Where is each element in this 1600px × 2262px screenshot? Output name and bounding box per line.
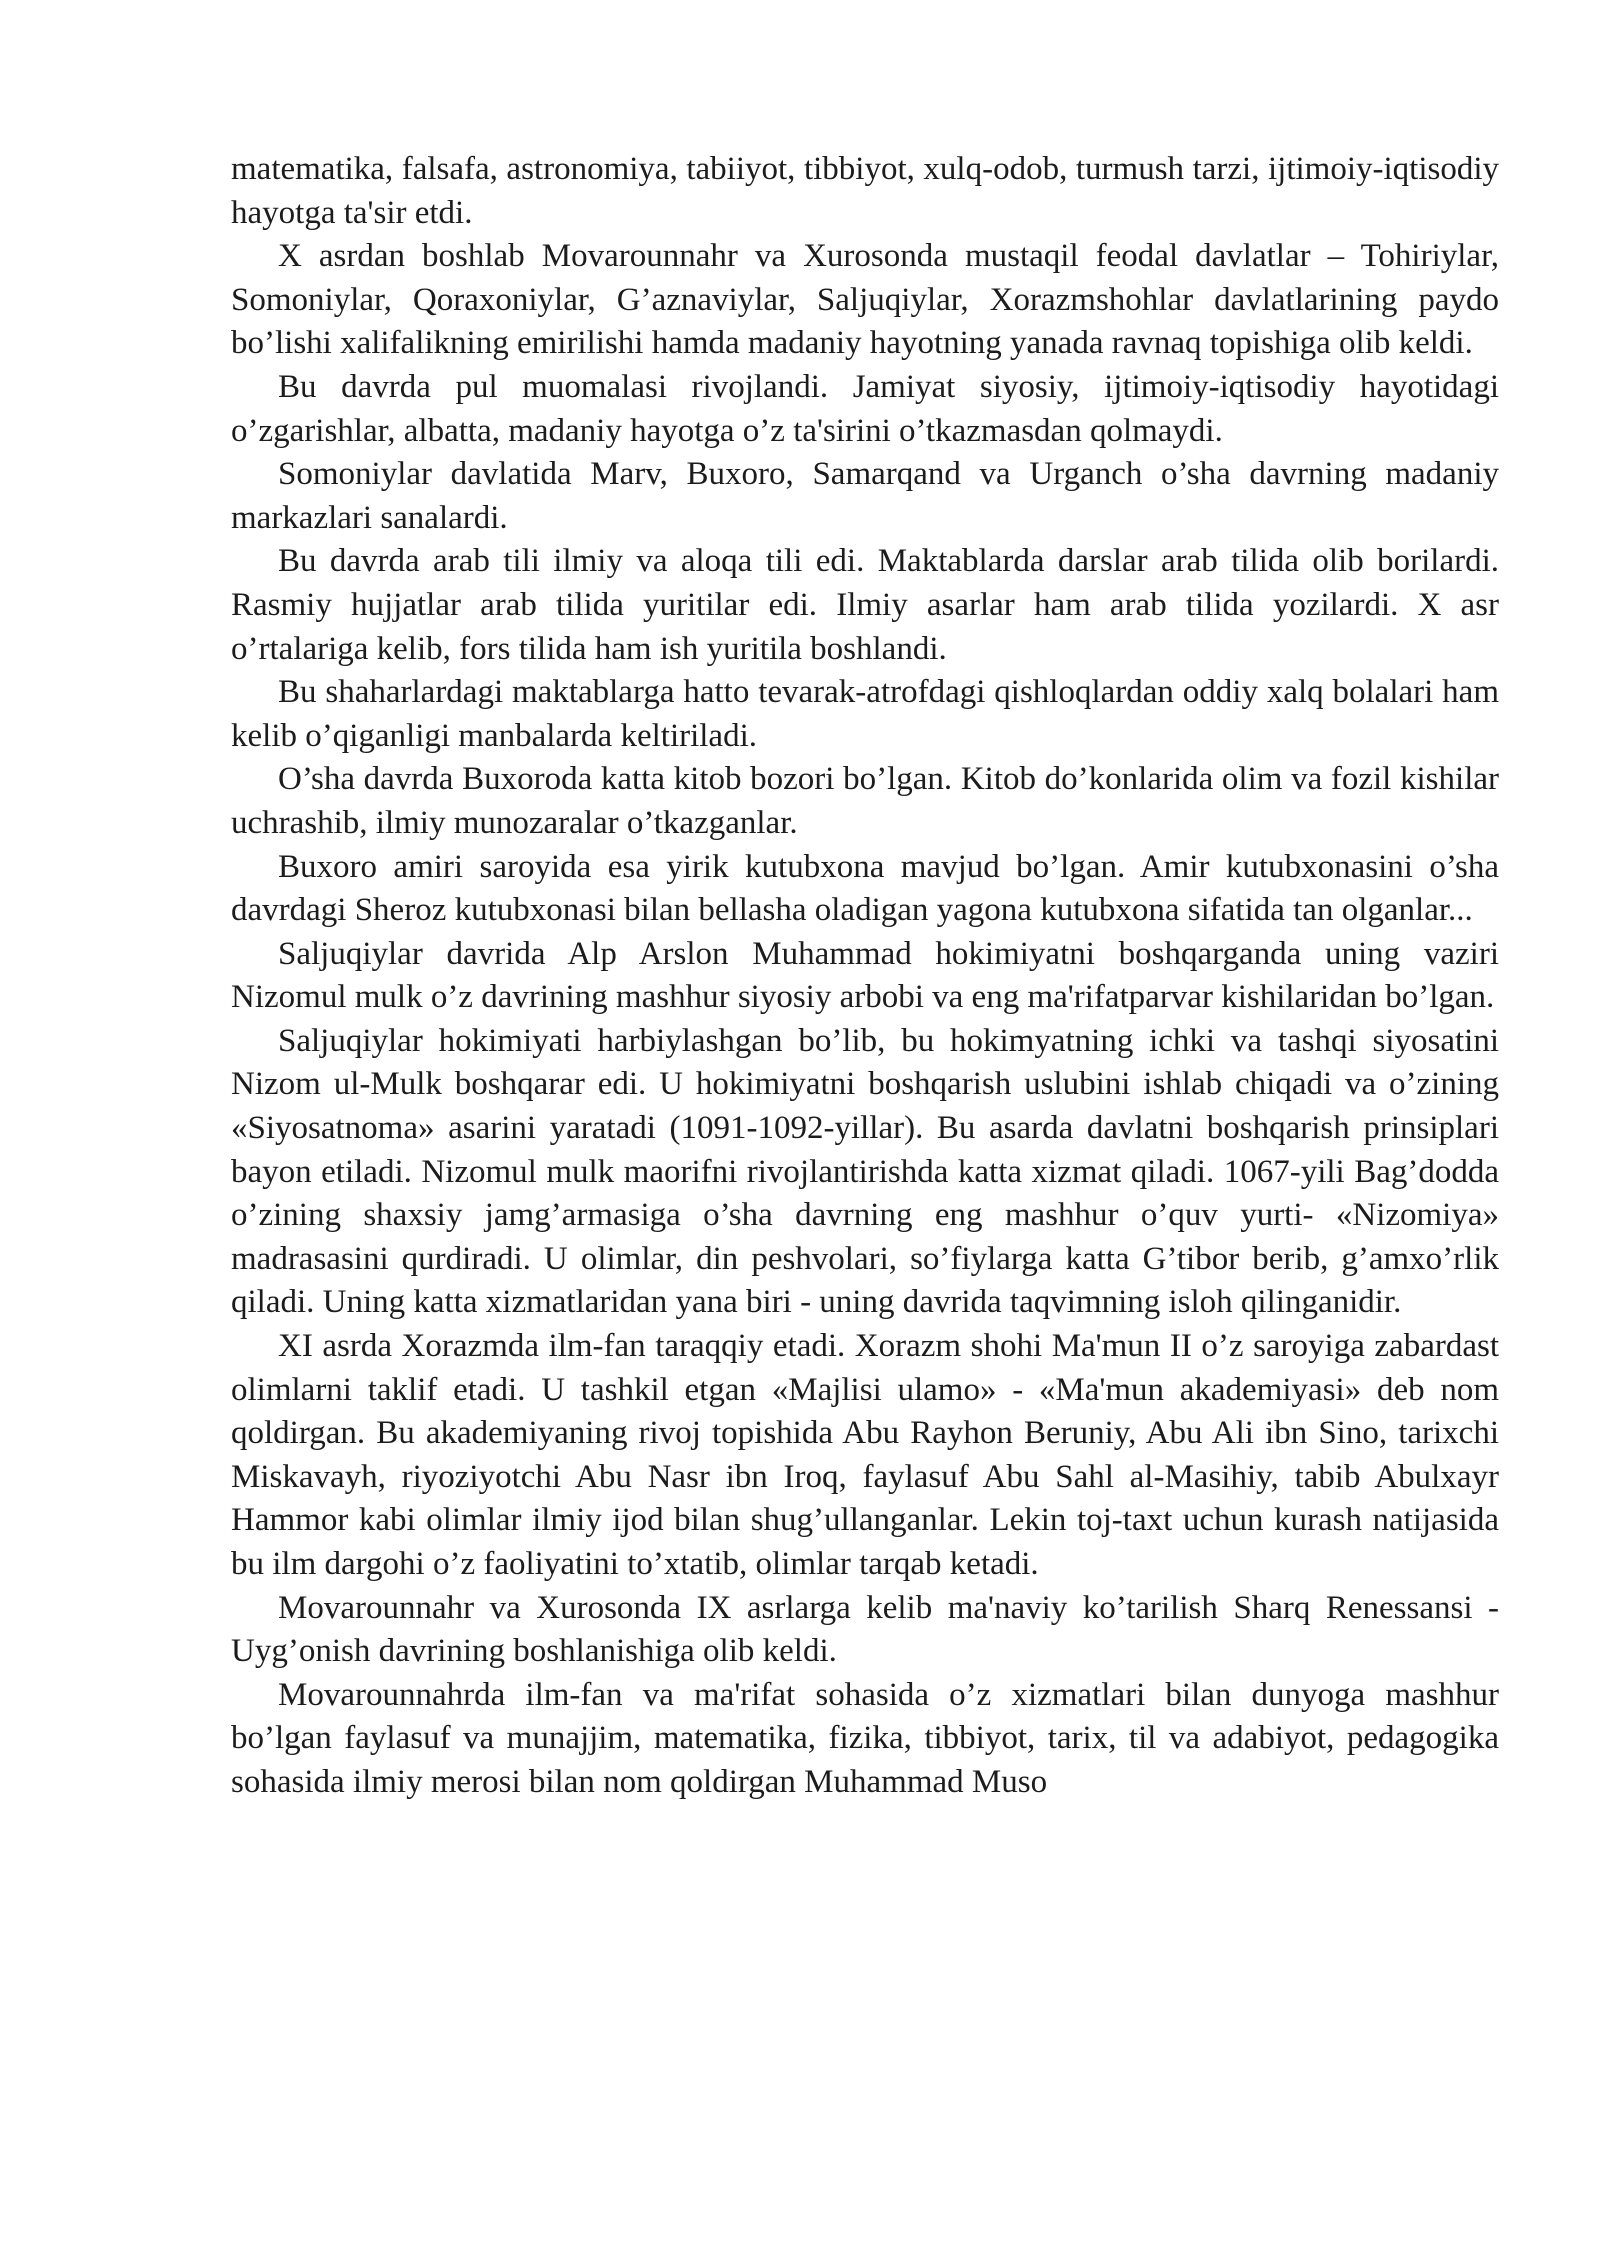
paragraph-1: matematika, falsafa, astronomiya, tabiiyot, tibbiyot, xulq-odob, turmush tarzi, ijtimoiy-iqtisodiy hayotga ta'sir etdi. bbox=[231, 151, 1499, 231]
paragraph-3: Bu davrda pul muomalasi rivojlandi. Jamiyat siyosiy, ijtimoiy-iqtisodiy hayotidagi o’zgarishlar, albatta, madaniy hayotga o’z ta'sirini o’tkazmasdan qolmaydi. bbox=[231, 368, 1499, 449]
paragraph-6: Bu shaharlardagi maktablarga hatto tevarak-atrofdagi qishloqlardan oddiy xalq bolalari ham kelib o’qiganligi manbalarda keltiriladi. bbox=[231, 674, 1499, 754]
paragraph-10: Saljuqiylar hokimiyati harbiylashgan bo’lib, bu hokimyatning ichki va tashqi siyosatini Nizom ul-Mulk boshqarar edi. U hokimiyatni boshqarish uslubini ishlab chiqadi va o’zining «Siyosatnoma» asarini yaratadi (1091-1092-yillar). Bu asarda davlatni boshqarish prinsiplari bayon etiladi. Nizomul mulk maorifni rivojlantirishda katta xizmat qiladi. 1067-yili Bag’dodda o’zining shaxsiy jamg’armasiga o’sha davrning eng mashhur o’quv yurti- «Nizomiya» madrasasini qurdiradi. U olimlar, din peshvolari, so’fiylarga katta G’tibor berib, g’amxo’rlik qiladi. Uning katta xizmatlaridan yana biri - uning davrida taqvimning isloh qilinganidir. bbox=[231, 1022, 1499, 1321]
paragraph-5: Bu davrda arab tili ilmiy va aloqa tili edi. Maktablarda darslar arab tilida olib borilardi. Rasmiy hujjatlar arab tilida yuritilar edi. Ilmiy asarlar ham arab tilida yozilardi. X asr o’rtalariga kelib, fors tilida ham ish yuritila boshlandi. bbox=[231, 543, 1499, 667]
document-page bbox=[231, 148, 1499, 1805]
paragraph-8: Buxoro amiri saroyida esa yirik kutubxona mavjud bo’lgan. Amir kutubxonasini o’sha davrdagi Sheroz kutubxonasi bilan bellasha oladigan yagona kutubxona sifatida tan olganlar... bbox=[231, 848, 1499, 929]
paragraph-2: X asrdan boshlab Movarounnahr va Xurosonda mustaqil feodal davlatlar – Tohiriylar, Somoniylar, Qoraxoniylar, G’aznaviylar, Saljuqiylar, Xorazmshohlar davlatlarining paydo bo’lishi xalifalikning emirilishi hamda madaniy hayotning yanada ravnaq topishiga olib keldi. bbox=[231, 238, 1499, 362]
paragraph-7: O’sha davrda Buxoroda katta kitob bozori bo’lgan. Kitob do’konlarida olim va fozil kishilar uchrashib, ilmiy munozaralar o’tkazganlar. bbox=[231, 761, 1499, 841]
paragraph-11: XI asrda Xorazmda ilm-fan taraqqiy etadi. Xorazm shohi Ma'mun II o’z saroyiga zabardast olimlarni taklif etadi. U tashkil etgan «Majlisi ulamo» - «Ma'mun akademiyasi» deb nom qoldirgan. Bu akademiyaning rivoj topishida Abu Rayhon Beruniy, Abu Ali ibn Sino, tarixchi Miskavayh, riyoziyotchi Abu Nasr ibn Iroq, faylasuf Abu Sahl al-Masihiy, tabib Abulxayr Hammor kabi olimlar ilmiy ijod bilan shug’ullanganlar. Lekin toj-taxt uchun kurash natijasida bu ilm dargohi o’z faoliyatini to’xtatib, olimlar tarqab ketadi. bbox=[231, 1328, 1499, 1582]
paragraph-9: Saljuqiylar davrida Alp Arslon Muhammad hokimiyatni boshqarganda uning vaziri Nizomul mulk o’z davrining mashhur siyosiy arbobi va eng ma'rifatparvar kishilaridan bo’lgan. bbox=[231, 935, 1499, 1016]
paragraph-12: Movarounnahr va Xurosonda IX asrlarga kelib ma'naviy ko’tarilish Sharq Renessansi - Uyg’onish davrining boshlanishiga olib keldi. bbox=[231, 1589, 1499, 1670]
paragraph-4: Somoniylar davlatida Marv, Buxoro, Samarqand va Urganch o’sha davrning madaniy markazlari sanalardi. bbox=[231, 456, 1499, 536]
paragraph-13: Movarounnahrda ilm-fan va ma'rifat sohasida o’z xizmatlari bilan dunyoga mashhur bo’lgan faylasuf va munajjim, matematika, fizika, tibbiyot, tarix, til va adabiyot, pedagogika sohasida ilmiy merosi bilan nom qoldirgan Muhammad Muso bbox=[231, 1676, 1499, 1800]
